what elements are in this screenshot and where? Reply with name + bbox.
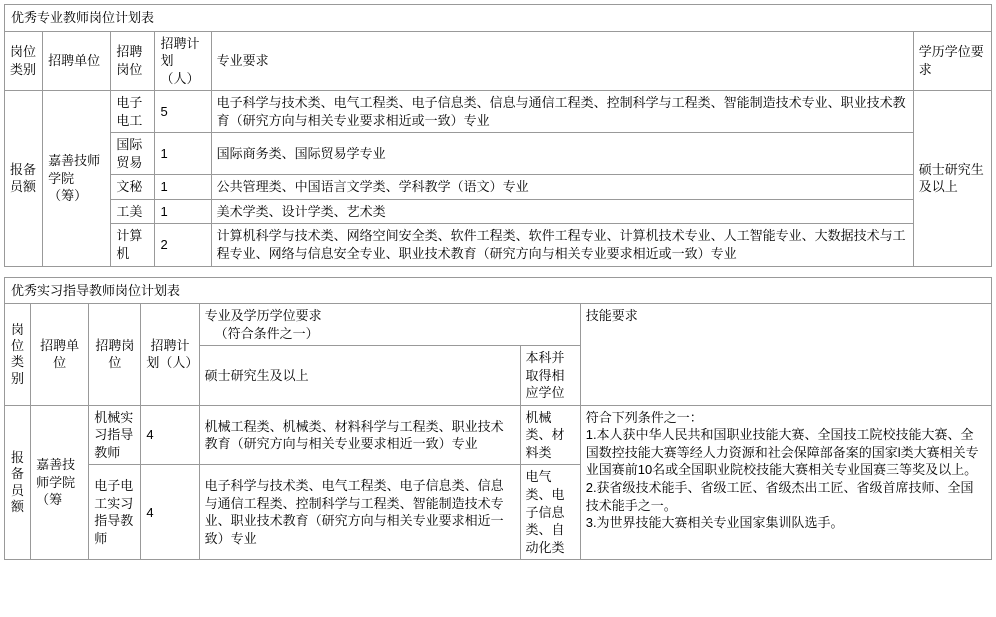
skill-line: 符合下列条件之一：: [585, 409, 703, 425]
cell-unit: 嘉善技师学院（筹: [31, 405, 89, 559]
cell-plan: 4: [141, 405, 199, 465]
excellent-practice-instructor-plan-table: [4, 277, 992, 561]
header-skill: 技能要求: [580, 304, 991, 406]
header-master-degree: 硕士研究生及以上: [199, 346, 520, 406]
header-bachelor-degree: 本科并取得相应学位: [520, 346, 580, 406]
table-row: [5, 175, 992, 200]
cell-plan: 5: [155, 91, 211, 133]
table2-title: 优秀实习指导教师岗位计划表: [5, 277, 992, 304]
cell-post: 计算机: [111, 224, 155, 266]
table-row: [5, 199, 992, 224]
header-plan: 招聘计划（人）: [155, 31, 211, 91]
cell-bachelor-major: 机械类、材料类: [520, 405, 580, 465]
cell-plan: 1: [155, 175, 211, 200]
cell-post: 工美: [111, 199, 155, 224]
skill-line: 3.为世界技能大赛相关专业国家集训队选手。: [585, 515, 844, 531]
cell-major: 电子科学与技术类、电气工程类、电子信息类、信息与通信工程类、控制科学与工程类、智能制造技术专业、职业技术教育（研究方向与相关专业要求相近或一致）专业: [211, 91, 913, 133]
cell-plan: 2: [155, 224, 211, 266]
cell-bachelor-major: 电气类、电子信息类、自动化类: [520, 465, 580, 560]
cell-master-major: 机械工程类、机械类、材料科学与工程类、职业技术教育（研究方向与相关专业要求相近一致）专业: [199, 405, 520, 465]
table-row: [5, 405, 992, 465]
table-row: [5, 224, 992, 266]
cell-major: 美术学类、设计学类、艺术类: [211, 199, 913, 224]
table1-title: 优秀专业教师岗位计划表: [5, 5, 992, 32]
cell-plan: 1: [155, 133, 211, 175]
skill-line: 2.获省级技术能手、省级工匠、省级杰出工匠、省级首席技师、全国技术能手之一。: [585, 480, 974, 513]
cell-post: 国际贸易: [111, 133, 155, 175]
cell-degree: 硕士研究生及以上: [913, 91, 991, 266]
cell-major: 公共管理类、中国语言文学类、学科教学（语文）专业: [211, 175, 913, 200]
cell-master-major: 电子科学与技术类、电气工程类、电子信息类、信息与通信工程类、控制科学与工程类、智能制造技术专业、职业技术教育（研究方向与相关专业要求相近一致）专业: [199, 465, 520, 560]
excellent-teacher-plan-table: [4, 4, 992, 267]
cell-category: 报备员额: [5, 91, 43, 266]
header-major: 专业要求: [211, 31, 913, 91]
header-category: 岗位类别: [5, 31, 43, 91]
cell-post: 电子电工: [111, 91, 155, 133]
cell-plan: 1: [155, 199, 211, 224]
header-major-degree-line1: 专业及学历学位要求: [204, 308, 322, 324]
table1-title-row: [5, 5, 992, 32]
cell-post: 电子电工实习指导教师: [89, 465, 141, 560]
table-row: [5, 91, 992, 133]
header-plan: 招聘计划（人）: [141, 304, 199, 406]
table-row: [5, 133, 992, 175]
header-major-degree-line2: （符合条件之一）: [214, 325, 319, 341]
header-degree: 学历学位要求: [913, 31, 991, 91]
cell-category: 报备员额: [5, 405, 31, 559]
header-unit: 招聘单位: [31, 304, 89, 406]
cell-skill-requirements: [580, 405, 991, 559]
cell-unit: 嘉善技师学院（筹）: [43, 91, 111, 266]
header-post: 招聘岗位: [89, 304, 141, 406]
document-page: [0, 4, 996, 560]
cell-post: 文秘: [111, 175, 155, 200]
header-post: 招聘岗位: [111, 31, 155, 91]
header-major-degree-group: [199, 304, 580, 346]
header-category: 岗位类别: [5, 304, 31, 406]
table1-header-row: [5, 31, 992, 91]
table2-header-row-1: [5, 304, 992, 346]
header-unit: 招聘单位: [43, 31, 111, 91]
cell-post: 机械实习指导教师: [89, 405, 141, 465]
skill-line: 1.本人获中华人民共和国职业技能大赛、全国技工院校技能大赛、全国数控技能大赛等经人力资源和社会保障部备案的国家l类大赛相关专业国赛前10名或全国职业院校技能大赛相关专业国赛三等奖及以上。: [585, 427, 979, 478]
table2-title-row: [5, 277, 992, 304]
cell-major: 国际商务类、国际贸易学专业: [211, 133, 913, 175]
cell-major: 计算机科学与技术类、网络空间安全类、软件工程类、软件工程专业、计算机技术专业、人工智能专业、大数据技术与工程专业、网络与信息安全专业、职业技术教育（研究方向与相关专业要求相近或一致）专业: [211, 224, 913, 266]
cell-plan: 4: [141, 465, 199, 560]
